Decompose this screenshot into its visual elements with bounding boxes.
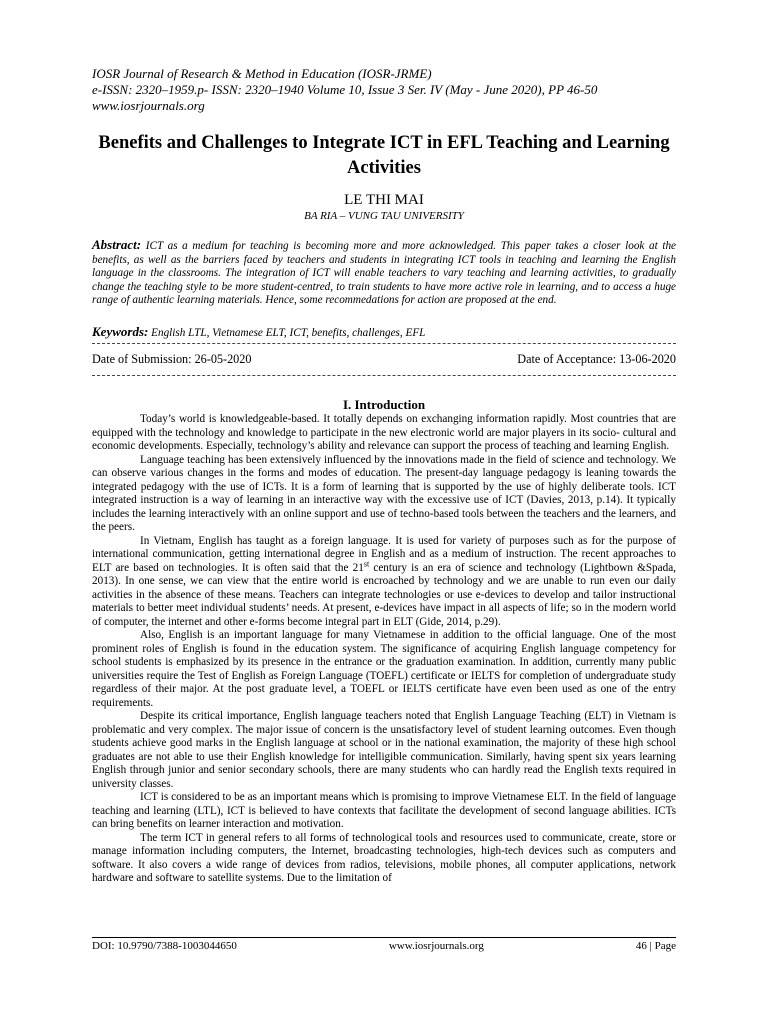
abstract-label: Abstract: [92,237,142,252]
author-name: LE THI MAI [344,192,424,208]
paragraph-5: Despite its critical importance, English language teachers noted that English Language Teaching (ELT) in Vietnam is problematic and very complex. The major issue of concern is the unsatisfactory level of student learning outcomes. Even though students achieve good marks in the English language at school or in the national examination, the majority of these high school graduates are not able to use their English knowledge for intelligible communication. Similarly, having spent six years learning English through junior and senior secondary schools, there are many students who can hardly read the English texts required in university classes. [92,710,676,790]
paper-title: Benefits and Challenges to Integrate ICT in EFL Teaching and Learning Activities [98,133,670,178]
paragraph-6: ICT is considered to be as an important means which is promising to improve Vietnamese ELT. In the field of language teaching and learning (LTL), ICT is believed to have contexts that facilitate the development of second language abilities. ICTs can bring benefits on learner interaction and motivation. [92,791,676,830]
journal-name: IOSR Journal of Research & Method in Education (IOSR-JRME) [92,66,432,81]
divider-bottom [92,375,676,376]
paragraph-4: Also, English is an important language for many Vietnamese in addition to the official language. One of the most prominent roles of English is found in the education system. The significance of acquiring English language competency for school students is emphasized by its presence in the entrance or the graduation examination. In addition, currently many public universities require the Test of English as Foreign Language (TOEFL) certificate or IELTS for completion of undergraduate study regardless of their major. At the post graduate level, a TOEFL or IELTS certificate have even been used as one of the entry requirements. [92,629,676,709]
abstract-text: ICT as a medium for teaching is becoming more and more acknowledged. This paper takes a closer look at the benefits, as well as the barriers faced by teachers and students in integrating ICT tools in teaching and learning the English language in the classrooms. The integration of ICT will enable teachers to vary teaching and learning activities, to gradually change the teaching style to be more student-centred, to train students to have more active role in learning, and to access a huge range of authentic learning materials. Hence, some recommedations for action are proposed at the end. [92,240,677,307]
journal-website[interactable]: www.iosrjournals.org [92,98,205,113]
journal-header [92,66,692,114]
paragraph-1: Today’s world is knowledgeable-based. It totally depends on exchanging information rapidly. Most countries that are equipped with the technology and knowledge to participate in the new electronic world are major players in its socio- cultural and economic developments. Especially, technology’s ability and relevance can support the process of teaching and learning English. [92,413,676,452]
footer-rule [92,937,676,938]
abstract [92,238,676,308]
footer-website[interactable]: www.iosrjournals.org [388,940,484,952]
footer-doi: DOI: 10.9790/7388-1003044650 [92,940,237,952]
keywords-label: Keywords: [92,324,149,339]
divider-top [92,343,676,344]
paragraph-7: The term ICT in general refers to all forms of technological tools and resources used to communicate, create, store or manage information including computers, the Internet, broadcasting technologies, high-tech devices such as computers and software. It also covers a wide range of devices from radios, televisions, mobile phones, all computer applications, network hardware and software to satellite systems. Due to the limitation of [92,831,676,884]
paragraph-2: Language teaching has been extensively influenced by the innovations made in the field of science and technology. We can observe various changes in the forms and modes of education. The present-day language pedagogy is leaning towards the integrated pedagogy with the use of ICTs. It is a form of learning that is supported by the use of highly deliberate tools. ICT integrated instruction is a way of learning in an interactive way with the excessive use of ICT (Davies, 2013, p.14). It typically includes the learning interactively with an online support and use of techno-based tools between the teachers and the learners, and the peers. [92,453,676,533]
keywords [92,324,676,340]
section-heading: I. Introduction [342,397,426,412]
submission-date: Date of Submission: 26-05-2020 [92,352,252,366]
paragraph-3-part-a: In Vietnam, English has taught as a foreign language. It is used for variety of purposes such as for the purpose of international communication, getting international degree in English and as a medium of instruction. The recent approaches to ELT are based on technologies. It is often said that the 21 [92,534,676,574]
page-footer [92,940,676,952]
keywords-text: English LTL, Vietnamese ELT, ICT, benefits, challenges, EFL [151,327,426,339]
author-affiliation: BA RIA – VUNG TAU UNIVERSITY [304,210,464,222]
journal-issn: e-ISSN: 2320–1959.p- ISSN: 2320–1940 Volume 10, Issue 3 Ser. IV (May - June 2020), PP 46-50 [92,82,598,97]
body-text [92,413,676,886]
paragraph-3-part-b: century is an era of science and technology (Lightbown &Spada, 2013). In one sense, we can view that the entire world is encroached by technology and we are unable to run even our daily activities in the absence of these means. Teachers can integrate technologies or use e-devices to develop and tailor instructional materials to better meet individual students’ needs. At present, e-devices have impact in all aspects of life; so in the modern world of computer, the internet and other e-forms become integral part in ELT (Gide, 2014, p.29). [92,561,676,628]
superscript-st: st [363,558,370,568]
paragraph-3 [92,535,676,630]
acceptance-date: Date of Acceptance: 13-06-2020 [517,352,676,366]
footer-page-number: 46 | Page [635,940,676,952]
dates-row [92,352,676,367]
